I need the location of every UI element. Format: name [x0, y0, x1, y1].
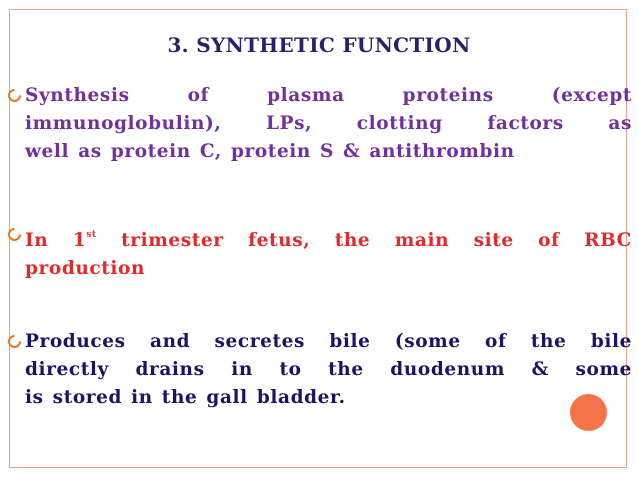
bullet-3-line-3: is stored in the gall bladder. — [25, 387, 346, 408]
bullet-1-line-3: well as protein C, protein S & antithrombin — [25, 141, 515, 162]
bullet-2-line-2: production — [25, 258, 146, 279]
bullet-2-line-1-pre: In 1 — [25, 230, 87, 251]
bullet-2-text — [25, 221, 632, 283]
bullet-1-text — [25, 82, 632, 166]
bullet-1 — [8, 82, 632, 166]
bullet-3 — [8, 328, 632, 412]
bullet-2-line-1 — [25, 221, 632, 255]
bullet-2-superscript: st — [86, 230, 97, 240]
bullet-marker-icon — [5, 332, 23, 350]
bullet-marker-icon — [5, 86, 23, 104]
bullet-2-line-1-post: trimester fetus, the main site of RBC — [96, 230, 632, 251]
bullet-3-line-2: directly drains in to the duodenum & some — [25, 359, 632, 380]
bullet-2 — [8, 221, 632, 283]
bullet-1-line-2: immunoglobulin), LPs, clotting factors as — [25, 113, 632, 134]
decorative-orange-circle — [570, 394, 607, 431]
bullet-1-line-1: Synthesis of plasma proteins (except — [25, 85, 632, 106]
slide-title: 3. SYNTHETIC FUNCTION — [167, 33, 471, 57]
bullet-3-line-1: Produces and secretes bile (some of the bile — [25, 331, 632, 352]
bullet-marker-icon — [5, 225, 23, 243]
bullet-3-text — [25, 328, 632, 412]
